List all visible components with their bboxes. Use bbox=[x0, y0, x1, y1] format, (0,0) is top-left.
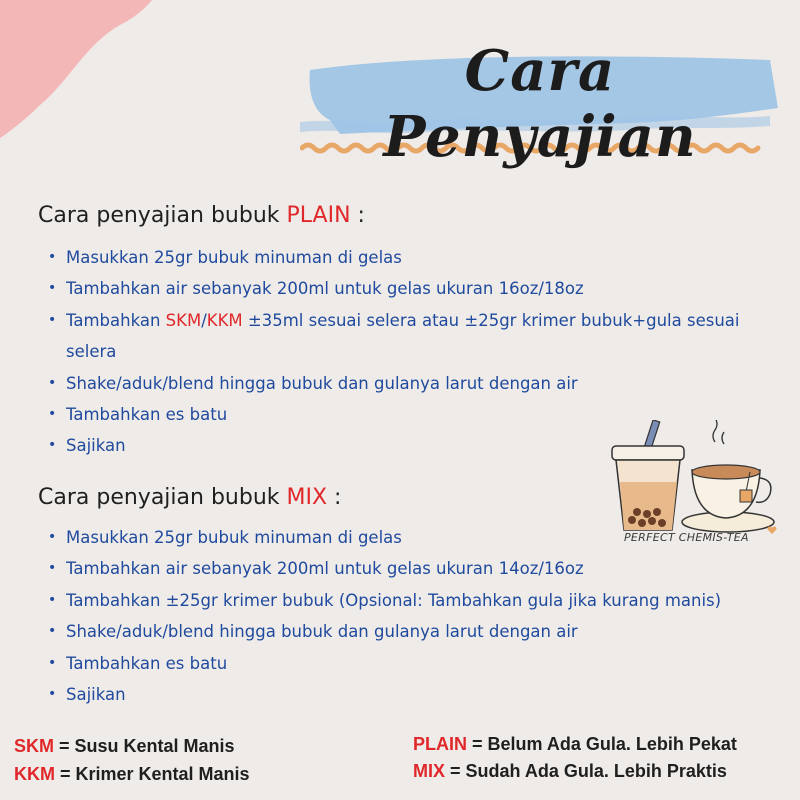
legend-value: = Sudah Ada Gula. Lebih Praktis bbox=[445, 761, 727, 781]
legend-value: = Susu Kental Manis bbox=[54, 736, 235, 756]
list-item bbox=[48, 616, 788, 647]
page-title: Cara Penyajian bbox=[383, 38, 697, 170]
bullet-icon: • bbox=[48, 591, 57, 608]
bullet-icon: • bbox=[48, 374, 57, 391]
mix-section-heading bbox=[38, 485, 341, 510]
corner-blob-decoration bbox=[0, 0, 200, 170]
legend-skm bbox=[14, 736, 235, 757]
bullet-icon: • bbox=[48, 406, 57, 423]
legend-key: PLAIN bbox=[413, 734, 467, 754]
bullet-icon: • bbox=[48, 686, 57, 703]
legend-value: = Belum Ada Gula. Lebih Pekat bbox=[467, 734, 737, 754]
plain-heading-key: PLAIN bbox=[286, 203, 351, 228]
step-text: Tambahkan air sebanyak 200ml untuk gelas ukuran 14oz/16oz bbox=[66, 559, 584, 579]
step-text: Shake/aduk/blend hingga bubuk dan gulanya larut dengan air bbox=[66, 373, 578, 393]
step-text: Tambahkan es batu bbox=[66, 653, 228, 673]
step-text: ±35ml sesuai selera atau ±25gr krimer bubuk+gula sesuai selera bbox=[66, 310, 740, 362]
step-key-skm: SKM bbox=[165, 310, 202, 330]
brand-label: PERFECT CHEMIS-TEA bbox=[624, 531, 749, 544]
legend-key: MIX bbox=[413, 761, 446, 781]
plain-section-heading bbox=[38, 203, 365, 228]
step-text: Masukkan 25gr bubuk minuman di gelas bbox=[66, 528, 402, 547]
title-banner bbox=[300, 30, 780, 170]
legend-key: KKM bbox=[14, 764, 55, 784]
step-separator: / bbox=[201, 310, 207, 330]
bullet-icon: • bbox=[48, 654, 57, 671]
plain-heading-text: Cara penyajian bubuk bbox=[38, 203, 287, 228]
step-text: Tambahkan bbox=[66, 310, 166, 330]
step-text: Sajikan bbox=[66, 685, 126, 705]
list-item bbox=[48, 585, 788, 616]
mix-heading-suffix: : bbox=[327, 485, 342, 510]
list-item bbox=[48, 273, 788, 304]
step-text: Masukkan 25gr bubuk minuman di gelas bbox=[66, 248, 402, 267]
bullet-icon: • bbox=[48, 560, 57, 577]
legend-value: = Krimer Kental Manis bbox=[55, 764, 250, 784]
step-text: Sajikan bbox=[66, 436, 126, 456]
step-text: Tambahkan ±25gr krimer bubuk (Opsional: Tambahkan gula jika kurang manis) bbox=[66, 590, 722, 610]
bullet-icon: • bbox=[48, 437, 57, 454]
legend-key: SKM bbox=[14, 736, 54, 756]
bullet-icon: • bbox=[48, 529, 57, 545]
legend-plain bbox=[413, 734, 737, 755]
bullet-icon: • bbox=[48, 249, 57, 265]
step-text: Shake/aduk/blend hingga bubuk dan gulanya larut dengan air bbox=[66, 622, 578, 642]
step-text: Tambahkan es batu bbox=[66, 405, 228, 425]
legend-mix bbox=[413, 761, 727, 782]
mix-heading-text: Cara penyajian bubuk bbox=[38, 485, 287, 510]
list-item bbox=[48, 305, 788, 368]
list-item bbox=[48, 648, 788, 679]
list-item bbox=[48, 368, 788, 399]
plain-heading-suffix: : bbox=[350, 203, 365, 228]
bullet-icon: • bbox=[48, 311, 57, 328]
step-key-kkm: KKM bbox=[206, 310, 243, 330]
list-item bbox=[48, 242, 788, 273]
legend-kkm bbox=[14, 764, 250, 785]
bullet-icon: • bbox=[48, 623, 57, 640]
list-item bbox=[48, 679, 788, 710]
step-text: Tambahkan air sebanyak 200ml untuk gelas ukuran 16oz/18oz bbox=[66, 279, 584, 299]
bullet-icon: • bbox=[48, 280, 57, 297]
mix-heading-key: MIX bbox=[286, 485, 328, 510]
